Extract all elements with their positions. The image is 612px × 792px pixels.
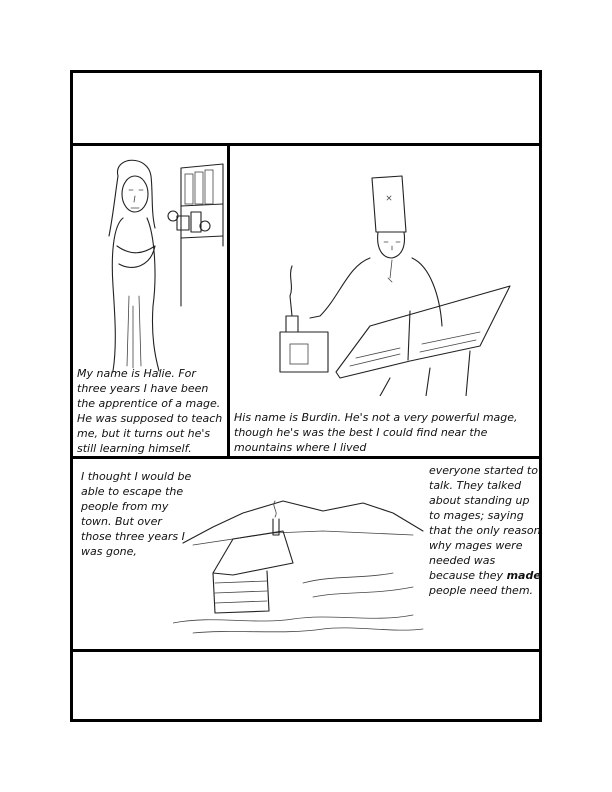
town-caption-left: I thought I would be able to escape the people from my town. But over those three years I was gone, — [81, 470, 192, 558]
town-caption-right — [429, 463, 541, 598]
town-caption-right-bold: made — [506, 569, 541, 582]
halie-caption: My name is Halie. For three years I have been the apprentice of a mage. He was supposed to teach me, but it turns out he's still learning himself. — [77, 367, 223, 455]
panel-bottom-empty — [70, 649, 542, 722]
burdin-caption: His name is Burdin. He's not a very powerful mage, though he's was the best I could find near the mountains where I lived — [234, 411, 518, 454]
town-illustration — [173, 483, 433, 643]
panel-burdin — [227, 143, 542, 459]
panel-town — [70, 456, 542, 652]
town-caption-right-before: everyone started to talk. They talked about standing up to mages; saying that the only reason why mages were needed was because they — [429, 464, 541, 582]
burdin-illustration — [230, 146, 539, 396]
halie-illustration — [73, 146, 227, 376]
town-caption-right-after: people need them. — [429, 584, 534, 597]
panel-halie — [70, 143, 230, 459]
panel-top-empty — [70, 70, 542, 146]
